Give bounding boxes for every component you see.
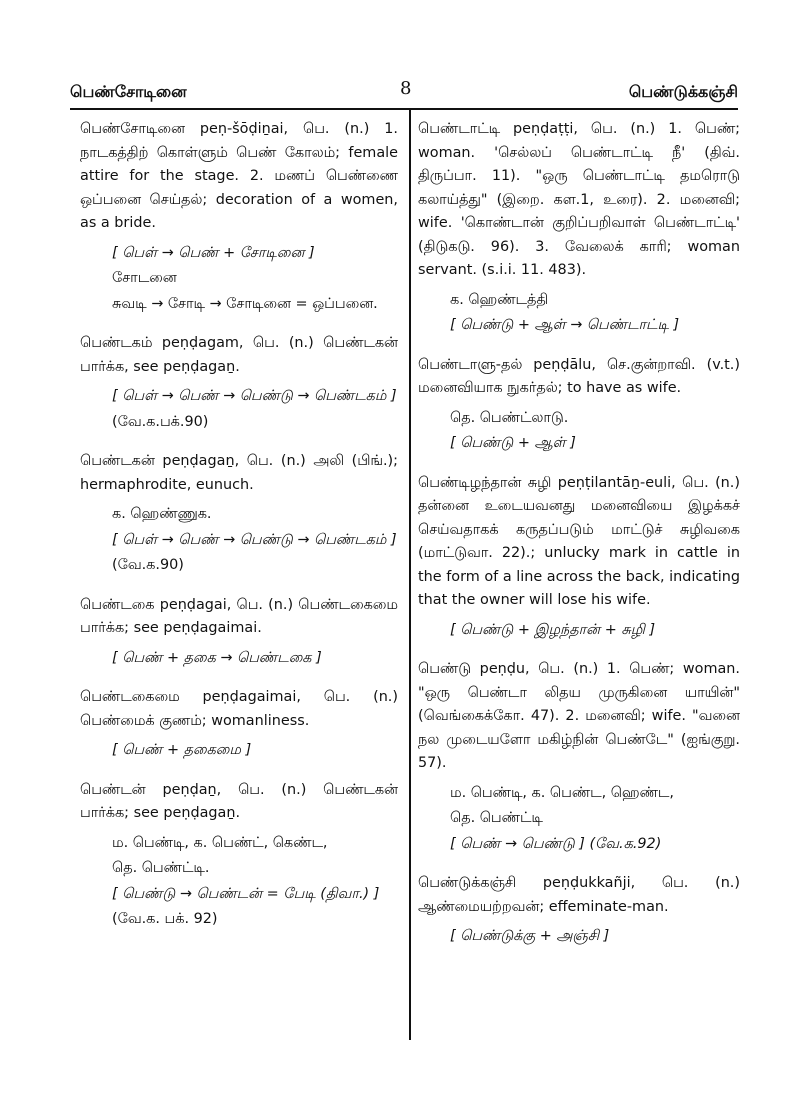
cognate-line: தெ. பெண்ட்டி. bbox=[112, 860, 210, 876]
etymology-line: [ பெண் + தகை → பெண்டகை ] bbox=[112, 649, 322, 666]
etymology-line: [ பெள் → பெண் → பெண்டு → பெண்டகம் ] bbox=[112, 388, 397, 404]
entry-definition: பெண்சோடினை peṇ-šōḍiṉai, பெ. (n.) 1. நாடகத்திற் கொள்ளும் பெண் கோலம்; female attire for the stage. 2. மணப் பெண்ணை ஒப்பனை செய்தல்; decoration of a women, as a bride. bbox=[80, 121, 398, 231]
entry-definition: பெண்டகைமை peṇḍagaimai, பெ. (n.) பெண்மைக் குணம்; womanliness. bbox=[80, 689, 398, 729]
dictionary-entry bbox=[80, 594, 398, 671]
entry-notes bbox=[80, 647, 398, 671]
dictionary-entry bbox=[80, 332, 398, 434]
reference-line: (வே.க. பக். 92) bbox=[112, 911, 218, 927]
page-number: 8 bbox=[400, 78, 412, 99]
cognate-line: ம. பெண்டி, க. பெண்ட, ஹெண்ட, bbox=[450, 784, 674, 801]
etymology-line: [ பெண் → பெண்டு ] (வே.க.92) bbox=[450, 835, 662, 852]
header-rule bbox=[70, 108, 738, 110]
note-line: சுவடி → சோடி → சோடினை = ஒப்பனை. bbox=[112, 295, 378, 312]
header-right-guideword: பெண்டுக்கஞ்சி bbox=[628, 82, 738, 101]
entry-notes bbox=[418, 407, 740, 456]
etymology-line: [ பெள் → பெண் → பெண்டு → பெண்டகம் ] bbox=[112, 531, 397, 548]
etymology-line: [ பெள் → பெண் + சோடினை ] bbox=[112, 244, 315, 261]
dictionary-entry bbox=[80, 118, 398, 316]
dictionary-entry bbox=[80, 686, 398, 763]
reference-line: (வே.க.பக்.90) bbox=[112, 413, 209, 430]
cognate-line: தெ. பெண்ட்டி bbox=[450, 810, 543, 826]
right-column bbox=[418, 118, 740, 965]
left-column bbox=[80, 118, 398, 948]
entry-definition: பெண்டிழந்தான் சுழி peṇṭilantāṉ-euli, பெ. (n.) தன்னை உடையவனது மனைவியை இழக்கச் செய்வதாகக் கருதப்படும் மாட்டுச் சுழிவகை (மாட்டுவா. 22).; unlucky mark in cattle in the form of a line across the back, indicating that the owner will lose his wife. bbox=[418, 474, 740, 608]
entry-notes bbox=[80, 503, 398, 578]
dictionary-entry bbox=[418, 872, 740, 949]
note-line: சோடனை bbox=[112, 270, 177, 286]
entry-definition: பெண்டகன் peṇḍagaṉ, பெ. (n.) அலி (பிங்.); hermaphrodite, eunuch. bbox=[80, 453, 398, 493]
cognate-line: க. ஹெண்டத்தி bbox=[450, 291, 549, 308]
dictionary-entry bbox=[418, 472, 740, 643]
cognate-line: தெ. பெண்ட்லாடு. bbox=[450, 409, 569, 426]
etymology-line: [ பெண் + தகைமை ] bbox=[112, 742, 252, 758]
entry-notes bbox=[418, 925, 740, 949]
entry-definition: பெண்டாளு-தல் peṇḍālu, செ.குன்றாவி. (v.t.) மனைவியாக நுகர்தல்; to have as wife. bbox=[418, 356, 740, 396]
cognate-line: க. ஹெண்ணுக. bbox=[112, 506, 212, 522]
entry-notes bbox=[80, 385, 398, 434]
entry-notes bbox=[418, 289, 740, 338]
entry-definition: பெண்டுக்கஞ்சி peṇḍukkañji, பெ. (n.) ஆண்மையற்றவன்; effeminate-man. bbox=[418, 875, 740, 915]
entry-notes bbox=[418, 782, 740, 857]
etymology-line: [ பெண்டு + ஆள் → பெண்டாட்டி ] bbox=[450, 317, 680, 333]
entry-notes bbox=[80, 739, 398, 763]
dictionary-entry bbox=[418, 118, 740, 338]
column-divider bbox=[409, 110, 411, 1040]
entry-definition: பெண்டு peṇḍu, பெ. (n.) 1. பெண்; woman. "ஒரு பெண்டா லிதய முருகினை யாயின்" (வெங்கைக்கோ. 47). 2. மனைவி; wife. "வனை நல முடையளோ மகிழ்நின் பெண்டே" (ஐங்குறு. 57). bbox=[418, 661, 740, 771]
entry-notes bbox=[418, 619, 740, 643]
entry-notes bbox=[80, 242, 398, 317]
entry-definition: பெண்டன் peṇḍaṉ, பெ. (n.) பெண்டகன் பார்க்க; see peṇḍagaṉ. bbox=[80, 781, 398, 821]
dictionary-entry bbox=[418, 354, 740, 456]
header-left-guideword: பெண்சோடினை bbox=[70, 82, 187, 101]
entry-definition: பெண்டாட்டி peṇḍaṭṭi, பெ. (n.) 1. பெண்; woman. 'செல்லப் பெண்டாட்டி நீ' (திவ். திருப்பா. 11). "ஒரு பெண்டாட்டி தமரொடு கலாய்த்து" (இறை. கள.1, உரை). 2. மனைவி; wife. 'கொண்டான் குறிப்பறிவாள் பெண்டாட்டி' (திடுகடு. 96). 3. வேலைக் காரி; woman servant. (s.i.i. 11. 483). bbox=[418, 121, 741, 278]
etymology-line: [ பெண்டு + ஆள் ] bbox=[450, 435, 576, 451]
cognate-line: ம. பெண்டி, க. பெண்ட், கெண்ட, bbox=[112, 834, 328, 851]
dictionary-entry bbox=[80, 779, 398, 932]
entry-definition: பெண்டகம் peṇḍagam, பெ. (n.) பெண்டகன் பார்க்க, see peṇḍagaṉ. bbox=[80, 335, 398, 375]
reference-line: (வே.க.90) bbox=[112, 557, 184, 573]
dictionary-entry bbox=[80, 450, 398, 578]
etymology-line: [ பெண்டுக்கு + அஞ்சி ] bbox=[450, 928, 610, 944]
entry-definition: பெண்டகை peṇḍagai, பெ. (n.) பெண்டகைமை பார்க்க; see peṇḍagaimai. bbox=[80, 596, 398, 636]
etymology-line: [ பெண்டு → பெண்டன் = பேடி (திவா.) ] bbox=[112, 885, 380, 902]
entry-notes bbox=[80, 832, 398, 932]
page-header bbox=[70, 76, 738, 106]
dictionary-entry bbox=[418, 658, 740, 856]
etymology-line: [ பெண்டு + இழந்தான் + சுழி ] bbox=[450, 621, 656, 638]
